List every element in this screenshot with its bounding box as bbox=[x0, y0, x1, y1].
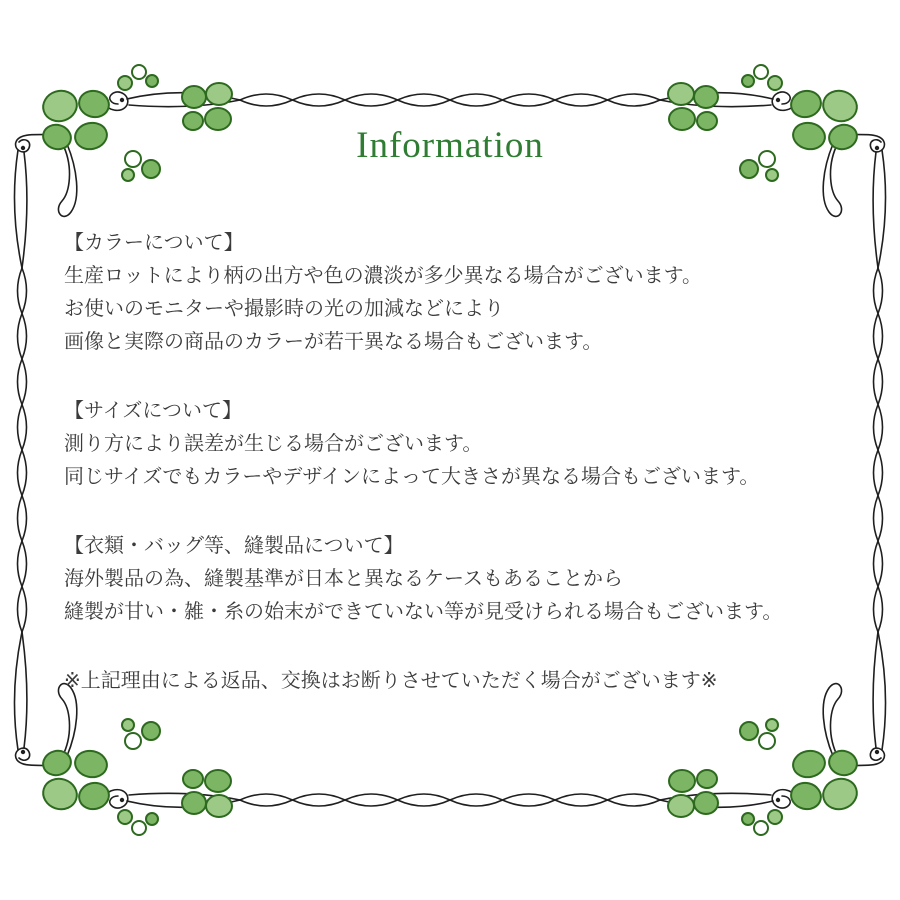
section-color-line-1: 生産ロットにより柄の出方や色の濃淡が多少異なる場合がございます。 bbox=[64, 265, 702, 287]
border-right-line bbox=[874, 268, 883, 632]
section-sewing bbox=[64, 530, 864, 629]
section-size-heading: 【サイズについて】 bbox=[64, 400, 242, 422]
section-color bbox=[64, 227, 864, 359]
section-sewing-heading: 【衣類・バッグ等、縫製品について】 bbox=[64, 535, 404, 557]
section-color-heading: 【カラーについて】 bbox=[64, 232, 244, 254]
section-size-line-1: 測り方により誤差が生じる場合がございます。 bbox=[64, 433, 483, 455]
section-sewing-line-1: 海外製品の為、縫製基準が日本と異なるケースもあることから bbox=[64, 568, 623, 590]
page-title: Information bbox=[356, 125, 544, 166]
notice-body bbox=[64, 227, 864, 698]
section-color-line-3: 画像と実際の商品のカラーが若干異なる場合もございます。 bbox=[64, 331, 603, 353]
border-top-line bbox=[240, 94, 660, 106]
section-sewing-line-2: 縫製が甘い・雑・糸の始末ができていない等が見受けられる場合もございます。 bbox=[64, 601, 783, 623]
section-color-line-2: お使いのモニターや撮影時の光の加減などにより bbox=[64, 298, 504, 320]
section-size bbox=[64, 395, 864, 494]
return-policy-note: ※上記理由による返品、交換はお断りさせていただく場合がございます※ bbox=[64, 670, 718, 692]
section-size-line-2: 同じサイズでもカラーやデザインによって大きさが異なる場合もございます。 bbox=[64, 466, 760, 488]
border-bottom-line bbox=[240, 794, 660, 806]
border-left-line bbox=[18, 268, 27, 632]
